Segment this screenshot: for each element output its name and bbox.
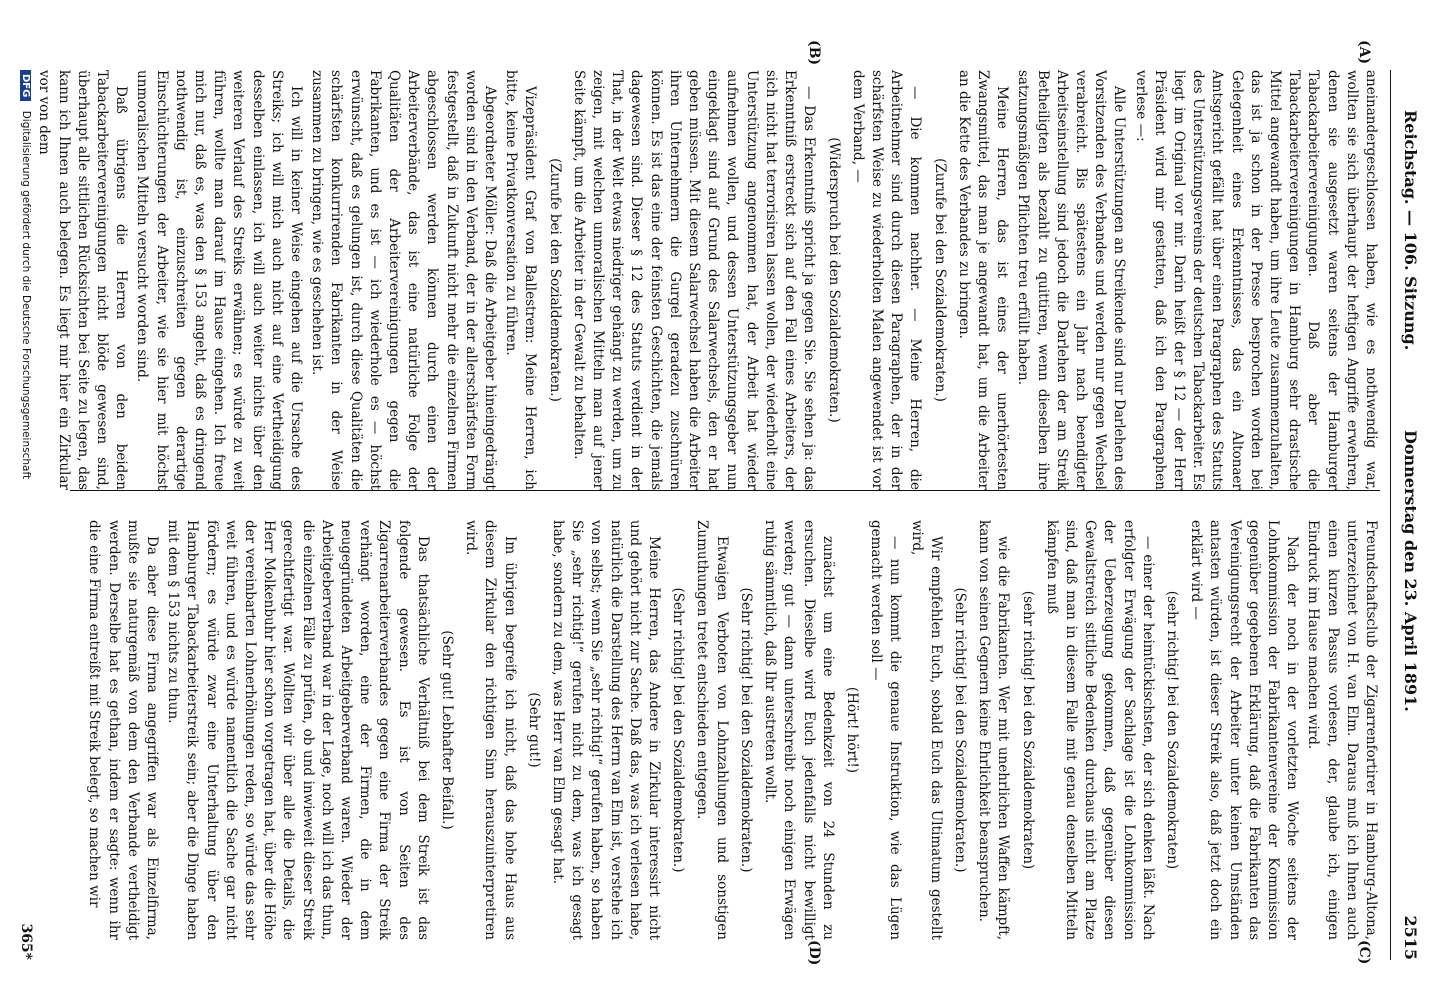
quoted-paragraph: — einer der heimtückischsten, der sich denken läßt. Nach erfolgter Erwägung der Sachlage ist die Lohnkommission der Ueberzeugung gekommen, daß gegenüber diesen Gewaltstreich sittliche Bedenken durchaus nicht am Platze sind, daß man in diesem Falle mit genau denselben Mitteln kämpfen muß — [1043, 520, 1156, 940]
header-rule — [1390, 70, 1391, 960]
quoted-paragraph: wie die Fabrikanten. Wer mit unehrlichen Waffen kämpft, kann von seinen Gegnern keine Ehrlichkeit beanspruchen. — [976, 520, 1012, 940]
paragraph: Das thatsächliche Verhältniß bei dem Streik ist das folgende gewesen. Es ist von Seiten des Zigarrenarbeiterverbandes gegen eine Firma der Streik verhängt worden, eine der Firmen, die in dem neugegründeten Arbeitgeberverband waren. Wieder der Arbeitgeberverband war in der Lage, noch will ich das thun, die einzelnen Fälle zu prüfen, ob und inwieweit dieser Streik gerechtfertigt war. Wollten wir über alle die Details, die Herr Molkenbuhr hier schon vorgetragen hat, über die Höhe der vereinbarten Lohnerhöhungen reden, so würde das sehr weit führen, und es würde namentlich die Sache gar nicht fördern; es würde zwar eine Unterhaltung über den Hamburger Tabackarbeiterstreik sein; aber die Dinge haben mit dem § 153 nichts zu thun. — [165, 520, 431, 940]
page-header — [1394, 70, 1424, 960]
paragraph: — Die kommen nachher. — Meine Herren, die Arbeitnehmer sind durch diesen Paragraphen, der in der schärfsten Weise zu wiederholten Malen angewendet ist vor dem Verband, — — [849, 70, 924, 490]
digitization-footer — [16, 70, 32, 930]
paragraph: Im übrigen begreife ich nicht, daß das hohe Haus aus diesem Zirkular den richtigen Sinn herauszuinterpretiren wird. — [463, 520, 518, 940]
margin-mark-d: (D) — [806, 940, 822, 966]
interjection: (Zurufe bei den Sozialdemokraten.) — [546, 158, 563, 402]
interjection: (Hört! hört!) — [843, 686, 860, 774]
paragraph: Meine Herren, das ist eines der unerhörtesten Zwangsmittel, das man je angewandt hat, um die Arbeiter an die Kette des Verbandes zu bringen. — [955, 70, 1011, 490]
margin-mark-c: (C) — [1356, 940, 1372, 965]
quoted-paragraph: Alle Unterstützungen an Streikende sind nur Darlehen des Vorsitzenden des Verbandes und werden nur gegen Wechsel verabreicht. Bis spätestens ein Jahr nach beendigter Arbeitseinstellung sind jedoch die Darlehen der am Streik Betheiligten als bezahlt zu quittiren, wenn dieselben ihre satzungsmäßigen Pflichten treu erfüllt haben. — [1015, 70, 1128, 490]
left-text-column — [32, 70, 1380, 490]
paragraph: Daß übrigens die Herren von den beiden Tabackarbeitervereinigungen nicht blöde gewesen sind, überhaupt alle sittlichen Rücksichten bei Seite zu legen, das kann ich Ihnen auch belegen. Es liegt mir hier ein Zirkular vor von dem — [36, 70, 130, 490]
paragraph: Vizepräsident Graf von Ballestrem: Meine Herren, ich bitte, keine Privatkonversation zu führen. — [503, 70, 539, 490]
interjection: (sehr richtig! bei den Sozialdemokraten) — [1019, 590, 1036, 870]
bottom-page-number: 365* — [18, 923, 34, 960]
margin-mark-b: (B) — [806, 40, 822, 66]
quoted-paragraph: Etwaigen Verboten von Lohnzahlungen und sonstigen Zumuthungen tretet entschieden entgegen. — [694, 520, 730, 940]
quoted-paragraph: zunächst um eine Bedenkzeit von 24 Stunden zu ersuchen. Dieselbe wird Euch jedenfalls nicht bewilligt werden; gut — dann unterschreibt noch einigen Erwägen ruhig sämmtlich, daß Ihr austreten wollt. — [762, 520, 836, 940]
margin-mark-a: (A) — [1356, 40, 1372, 65]
paragraph: aneinandergeschlossen haben, wie es nothwendig war, wollten sie sich überhaupt der heftigen Angriffe erwehren, denen sie ausgesetzt waren seitens der Hamburger Tabackarbeitervereinigungen. Daß aber die Tabackarbeitervereinigungen in Hamburg sehr drastische Mittel angewandt haben, um ihre Leute zusammenzuhalten, das ist ja schon in der Presse besprochen worden bei Gelegenheit eines Erkenntnisses, das ein Altonaer Amtsgericht gefällt hat über einen Paragraphen des Statuts des Unterstützungsvereins der deutschen Tabackarbeiter. Es liegt im Original vor mir. Darin heißt der § 12 — der Herr Präsident wird mir gestatten, daß ich den Paragraphen verlese —: — [1132, 70, 1379, 490]
paragraph: — Das Erkenntniß spricht ja gegen Sie. Sie sehen ja: das Erkenntniß erstreckt sich auf den Fall eines Arbeiters, der sich nicht hat terrorisiren lassen wollen, der wiederholt eine Unterstützung angenommen hat, der Arbeit hat wieder aufnehmen wollen, und dessen Unterstützungsgeber nun eingeklagt sind auf Grund des Salarwechsels, den er hat geben müssen. Mit diesem Salarwechsel haben die Arbeiter ihren Unternehmern die Gurgel geradezu zuschnüren können. Es ist das eine der feinsten Geschichten, die jemals dagewesen sind. Dieser § 12 des Statuts verdient in der That, in der Welt etwas niedriger gehängt zu werden, um zu zeigen, mit welchen unmoralischen Mitteln man auf jener Seite kämpft, um die Arbeiter in der Gewalt zu behalten. — [570, 70, 818, 490]
interjection: (Widerspruch bei den Sozialdemokraten.) — [825, 137, 842, 423]
quoted-paragraph: Wir empfehlen Euch, sobald Euch das Ultimatum gestellt wird, — [908, 520, 944, 940]
header-left-title: Reichstag. — 106. Sitzung. — [1401, 110, 1420, 351]
interjection: (Sehr richtig! bei den Sozialdemokraten.) — [951, 587, 968, 873]
paragraph: Meine Herren, das Andere in Zirkular interessirt nicht und gehört nicht zur Sache. Daß das, was ich verlesen habe, natürlich die Darstellung des Herrn van Elm ist, verstehe ich von selbst; wenn Sie „sehr richtig!“ gerufen haben, so haben Sie „sehr richtig!“ gerufen nicht zu dem, was ich gesagt habe, sondern zu dem, was Herr van Elm gesagt hat. — [550, 520, 663, 940]
paragraph: Ich will in keiner Weise eingehen auf die Ursache des Streiks; ich will mich auch nicht auf eine Vertheidigung desselben einlassen, ich will auch weiter nichts über den weiteren Verlauf des Streiks erwähnen; es würde zu weit führen, wollte man darauf im Hause eingehen. Ich freue mich nur, daß es, was den § 153 angeht, daß es dringend nothwendig ist, einzuschreiten gegen derartige Einschüchterungen der Arbeiter, wie sie hier mit höchst unmoralischen Mitteln versucht worden sind. — [134, 70, 305, 490]
interjection: (Sehr richtig! bei den Sozialdemokraten.) — [737, 587, 754, 873]
header-date: Donnerstag den 23. April 1891. — [1401, 430, 1420, 712]
interjection: (Zurufe bei den Sozialdemokraten.) — [931, 158, 948, 402]
interjection: (Sehr richtig! bei den Sozialdemokraten.) — [670, 587, 687, 873]
right-text-column — [82, 520, 1380, 940]
column-separator — [70, 490, 1380, 491]
interjection: (sehr richtig! bei den Sozialdemokraten) — [1163, 590, 1180, 870]
paragraph: Freundschaftsclub der Zigarrenfortirer in Hamburg-Altona, unterzeichnet von H. van Elm. Daraus muß ich Ihnen auch einen kurzen Passus vorlesen, der, glaube ich, einigen Eindruck im Hause machen wird. — [1305, 520, 1379, 940]
paragraph: — nun kommt die genaue Instruktion, wie das Lügen gemacht werden soll — — [868, 520, 904, 940]
interjection: (Sehr gut! Lebhafter Beifall.) — [439, 630, 456, 830]
paragraph: Da aber diese Firma angegriffen war als Einzelfirma, mußte sie naturgemäß von dem den Verbande vertheidigt werden. Derselbe hat es gethan, indem er sagte: wenn ihr die eine Firma entreißt mit Streik belegt, so machen wir — [86, 520, 161, 940]
interjection: (Sehr gut!) — [525, 692, 542, 768]
header-page-number: 2515 — [1401, 915, 1420, 960]
paragraph: Abgeordneter Möller: Daß die Arbeitgeber hineingedrängt worden sind in den Verband, der in der allerschärfsten Form festgestellt, daß in Zukunft nicht mehr die einzelnen Firmen abgeschlossen werden können durch einen der Arbeiterverbände, das ist eine natürliche Folge der Qualitäten der Arbeitervereinigungen gegen die Fabrikanten, und es ist — ich wiederhole es — höchst erwünscht, daß es gelungen ist, durch diese Qualitäten die schärfsten konkurrirenden Fabrikanten in der Weise zusammen zu bringen, wie es geschehen ist. — [309, 70, 499, 490]
quoted-paragraph: Nach der noch in der vorletzten Woche seitens der Lohnkommission der Fabrikantenvereine der Kommission gegenüber gegebenen Erklärung, daß die Fabrikanten das Vereinigungsrecht der Arbeiter unter keinen Umständen antasten würden, ist dieser Streik also, daß jetzt doch ein erklärt wird — — [1188, 520, 1301, 940]
dfg-logo: DFG — [20, 70, 31, 101]
digitization-credit: Digitalisierung gefördert durch die Deutsche Forschungsgemeinschaft — [20, 110, 32, 480]
